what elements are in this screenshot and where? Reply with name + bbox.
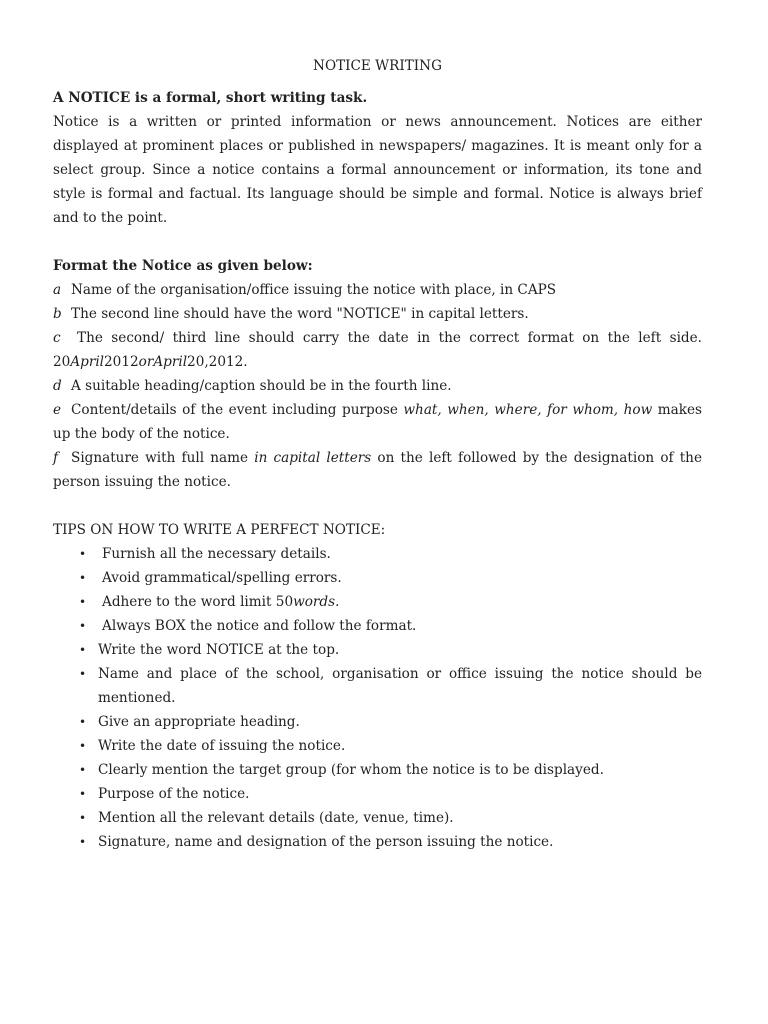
format-heading: Format the Notice as given below:: [53, 258, 313, 274]
item-marker: c: [53, 330, 61, 346]
item-marker: e: [53, 402, 62, 418]
item-text: Signature with full name: [71, 450, 255, 466]
date-month-1: April: [70, 354, 105, 370]
tips-heading: TIPS ON HOW TO WRITE A PERFECT NOTICE:: [53, 522, 386, 538]
intro-paragraph: Notice is a written or printed information or news announcement. Notices are either displayed at prominent places or published in newspapers/ magazines. It is meant only for a select group. Since a notice contains a formal announcement or information, its tone and style is formal and factual. Its language should be simple and formal. Notice is always brief and to the point.: [53, 114, 702, 226]
list-item: • Always BOX the notice and follow the format.: [53, 614, 702, 638]
item-italic: what, when, where, for whom, how: [403, 402, 653, 418]
item-marker: f: [53, 450, 59, 466]
list-item: • Avoid grammatical/spelling errors.: [53, 566, 702, 590]
bullet-icon: •: [79, 787, 87, 801]
bullet-icon: •: [79, 571, 87, 585]
list-item: • Write the word NOTICE at the top.: [53, 638, 702, 662]
item-marker: a: [53, 282, 62, 298]
date-day-year-2: 20,2012.: [187, 354, 248, 370]
item-text: A suitable heading/caption should be in the fourth line.: [71, 378, 452, 394]
tips-list: [53, 542, 702, 854]
bullet-icon: •: [79, 547, 87, 561]
item-text: Content/details of the event including purpose: [71, 402, 404, 418]
list-item: • Signature, name and designation of the person issuing the notice.: [53, 830, 702, 854]
list-item: • Write the date of issuing the notice.: [53, 734, 702, 758]
date-year-1: 2012: [104, 354, 139, 370]
item-marker: b: [53, 306, 62, 322]
format-item-b: [53, 302, 702, 326]
list-item: • Adhere to the word limit 50words.: [53, 590, 702, 614]
item-italic: in capital letters: [254, 450, 372, 466]
format-item-a: [53, 278, 702, 302]
bullet-icon: •: [79, 835, 87, 849]
bullet-icon: •: [79, 667, 87, 681]
bullet-icon: •: [79, 811, 87, 825]
date-or: or: [138, 354, 154, 370]
item-text: The second/ third line should carry the date in the correct format on the left side.: [77, 330, 702, 346]
spacer: [53, 230, 702, 254]
word-limit-unit: words.: [293, 594, 340, 610]
bullet-icon: •: [79, 595, 87, 609]
item-text-end: makes up the body of the notice.: [53, 402, 702, 442]
lead-sentence: A NOTICE is a formal, short writing task.: [53, 90, 368, 106]
item-text-end: on the left followed by the designation of the person issuing the notice.: [53, 450, 702, 490]
format-item-f: [53, 446, 702, 494]
list-item: • Furnish all the necessary details.: [53, 542, 702, 566]
list-item: • Name and place of the school, organisation or office issuing the notice should be mentioned.: [53, 662, 702, 710]
item-text: Name of the organisation/office issuing the notice with place, in CAPS: [71, 282, 557, 298]
list-item: • Give an appropriate heading.: [53, 710, 702, 734]
bullet-icon: •: [79, 643, 87, 657]
page-title: NOTICE WRITING: [313, 58, 442, 74]
item-marker: d: [53, 378, 62, 394]
item-text: The second line should have the word "NOTICE" in capital letters.: [71, 306, 529, 322]
bullet-icon: •: [79, 739, 87, 753]
document-page: [53, 56, 702, 854]
format-item-e: [53, 398, 702, 446]
list-item: • Purpose of the notice.: [53, 782, 702, 806]
list-item: • Clearly mention the target group (for whom the notice is to be displayed.: [53, 758, 702, 782]
spacer: [53, 494, 702, 518]
format-item-c: [53, 326, 702, 374]
date-day-1: 20: [53, 354, 71, 370]
date-month-2: April: [153, 354, 188, 370]
list-item: • Mention all the relevant details (date, venue, time).: [53, 806, 702, 830]
bullet-icon: •: [79, 763, 87, 777]
bullet-icon: •: [79, 619, 87, 633]
bullet-icon: •: [79, 715, 87, 729]
format-item-d: [53, 374, 702, 398]
